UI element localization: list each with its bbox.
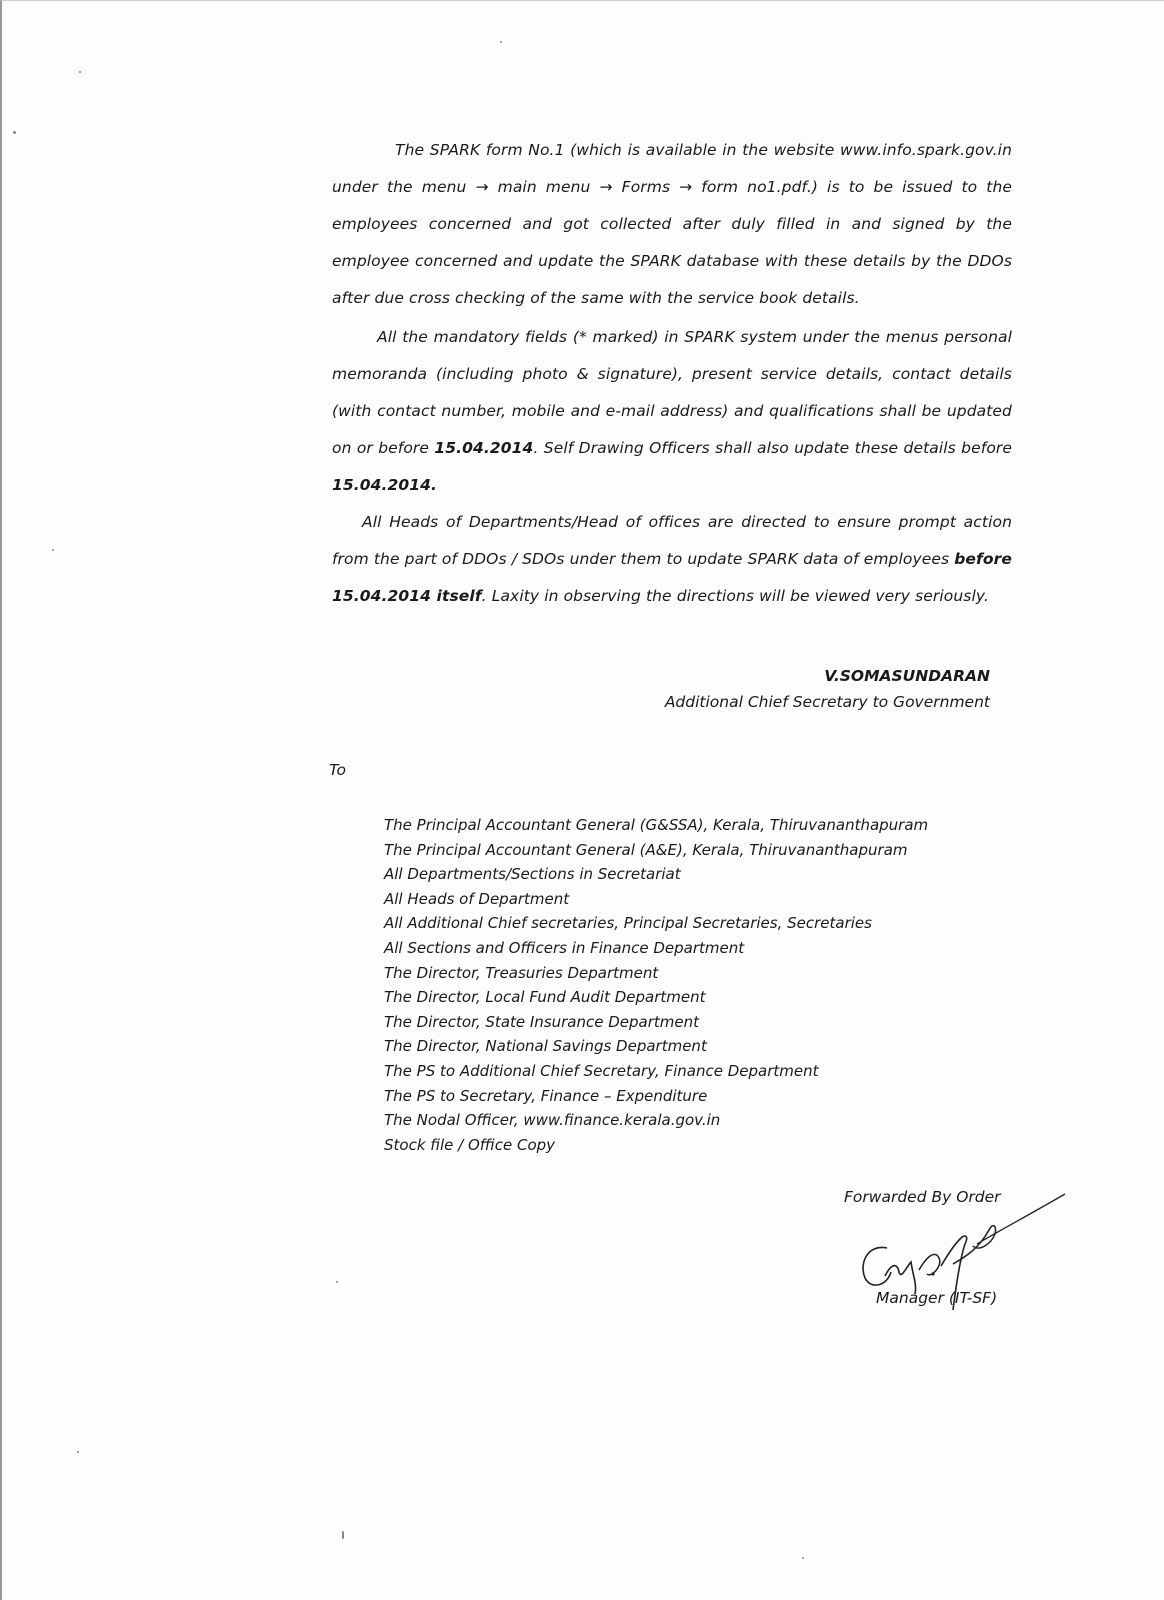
recipient-item: The Director, National Savings Department <box>384 1037 707 1056</box>
scan-speck <box>79 71 81 73</box>
recipient-item: All Departments/Sections in Secretariat <box>384 865 681 884</box>
para3-text-b: . Laxity in observing the directions will be viewed very seriously. <box>481 587 989 605</box>
para2-text-b: . Self Drawing Officers shall also update these details before <box>533 439 1013 457</box>
para3-deadline: before 15.04.2014 itself <box>332 550 1012 605</box>
manager-designation: Manager (IT-SF) <box>876 1289 998 1307</box>
forwarded-by-order: Forwarded By Order <box>844 1188 1001 1206</box>
signatory-name: V.SOMASUNDARAN <box>824 667 990 685</box>
signatory-block <box>665 663 990 715</box>
scan-speck <box>77 1451 79 1453</box>
paragraph-mandatory-fields <box>332 319 1012 504</box>
signatory-designation: Additional Chief Secretary to Government <box>664 693 990 711</box>
recipient-item: The Principal Accountant General (A&E), Kerala, Thiruvananthapuram <box>384 840 908 859</box>
para2-date-2: 15.04.2014. <box>332 476 438 494</box>
recipient-item: The Director, Local Fund Audit Department <box>384 988 706 1007</box>
para2-text-a: All the mandatory fields (* marked) in SPARK system under the menus personal memoranda (including photo & signature), present service details, contact details (with contact number, mobile and e-mail address) and qualifications shall be updated on or before <box>332 328 1012 457</box>
recipient-list <box>384 813 928 1157</box>
para3-text-a: All Heads of Departments/Head of offices are directed to ensure prompt action from the part of DDOs / SDOs under them to update SPARK data of employees <box>332 513 1012 568</box>
scan-speck <box>52 549 54 551</box>
scan-speck <box>342 1531 344 1539</box>
recipient-item: All Additional Chief secretaries, Principal Secretaries, Secretaries <box>384 914 872 933</box>
recipient-item: Stock file / Office Copy <box>384 1135 556 1154</box>
recipient-item: All Heads of Department <box>384 889 570 908</box>
recipient-item: All Sections and Officers in Finance Department <box>384 938 745 957</box>
recipient-item: The Director, State Insurance Department <box>384 1012 700 1031</box>
to-label: To <box>329 761 347 779</box>
scan-speck <box>802 1557 804 1559</box>
recipient-item: The PS to Secretary, Finance – Expenditure <box>384 1086 708 1105</box>
paragraph-spark-form: The SPARK form No.1 (which is available in the website www.info.spark.gov.in under the menu → main menu → Forms → form no1.pdf.) is to be issued to the employees concerned and got collected after duly filled in and signed by the employee concerned and update the SPARK database with these details by the DDOs after due cross checking of the same with the service book details. <box>332 141 1012 307</box>
recipient-item: The Principal Accountant General (G&SSA), Kerala, Thiruvananthapuram <box>384 816 929 834</box>
para2-date-1: 15.04.2014 <box>434 439 534 457</box>
scan-speck <box>500 41 502 43</box>
recipient-item: The Nodal Officer, www.finance.kerala.gov.in <box>384 1111 721 1130</box>
scan-speck <box>336 1281 338 1283</box>
scan-speck <box>13 131 16 134</box>
paragraph-heads-of-departments <box>332 504 1012 615</box>
recipient-item: The PS to Additional Chief Secretary, Finance Department <box>384 1061 819 1080</box>
recipient-item: The Director, Treasuries Department <box>384 963 659 982</box>
